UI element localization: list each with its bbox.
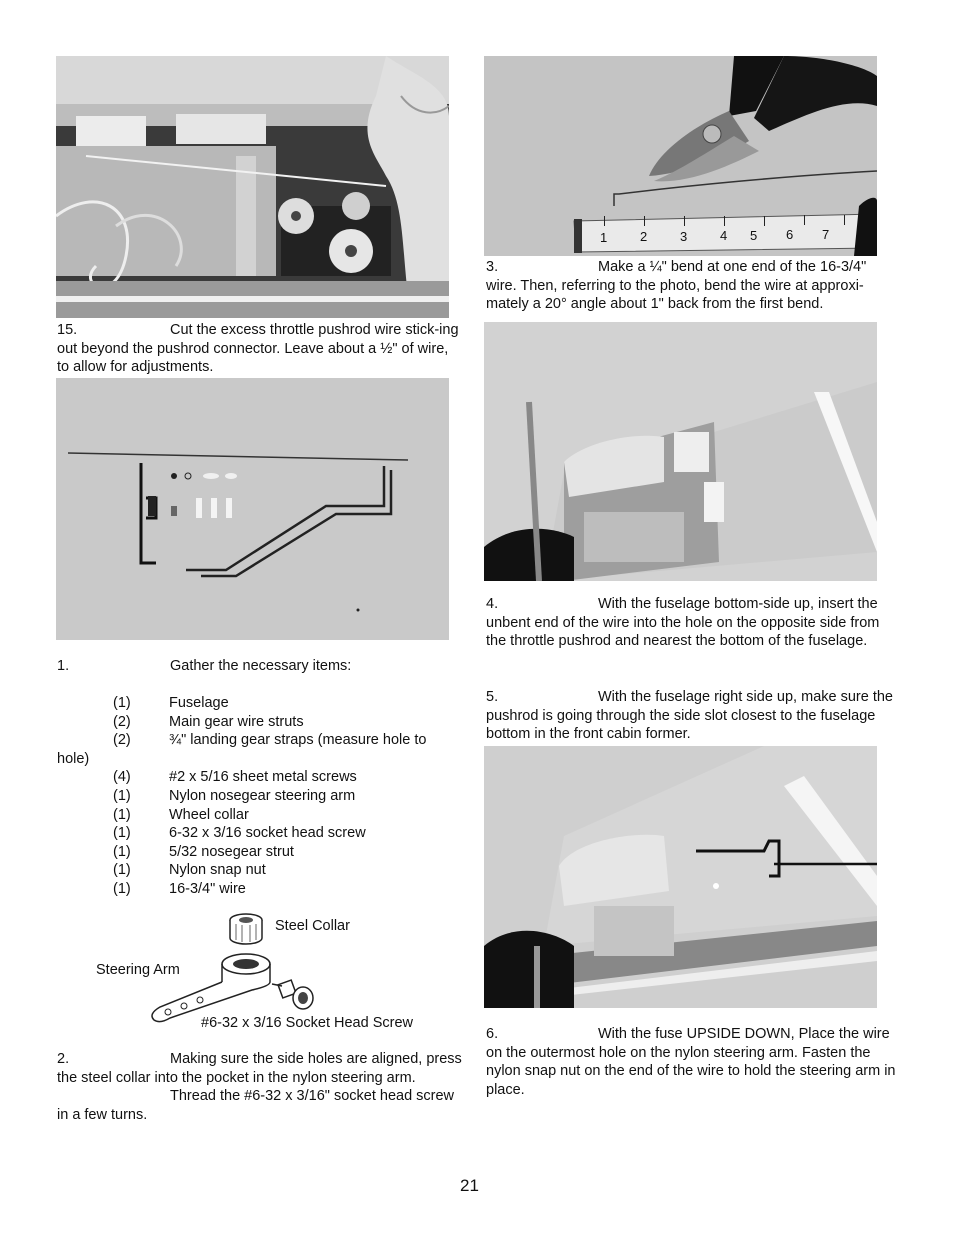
list-item: (1) 5/32 nosegear strut bbox=[113, 843, 294, 860]
ruler-number: 3 bbox=[680, 229, 688, 244]
step-2 bbox=[57, 1050, 462, 1124]
list-item: (1) Wheel collar bbox=[113, 806, 249, 823]
list-item-wrap: hole) bbox=[57, 750, 90, 767]
list-item: (4) #2 x 5/16 sheet metal screws bbox=[113, 769, 357, 786]
step-text: With the fuselage bottom-side up, insert the unbent end of the wire into the hole on the opposite side from the throttle pushrod and nearest the bottom of the fuselage. bbox=[486, 596, 880, 650]
list-item: (2) Main gear wire struts bbox=[113, 713, 304, 730]
step-text-2: Thread the #6-32 x 3/16" socket head screw in a few turns. bbox=[57, 1088, 455, 1123]
list-item: (1) Nylon nosegear steering arm bbox=[113, 787, 356, 804]
list-item: (1) Fuselage bbox=[113, 695, 229, 711]
step-1 bbox=[57, 657, 462, 676]
parts-list bbox=[57, 694, 457, 899]
step-number: 5. bbox=[486, 689, 499, 705]
photo-parts-layout bbox=[56, 378, 449, 640]
step-number: 6. bbox=[486, 1026, 499, 1042]
step-text: Cut the excess throttle pushrod wire stick-ing out beyond the pushrod connector. Leave about a ½" of wire, to allow for adjustments. bbox=[57, 322, 459, 376]
step-number: 2. bbox=[57, 1051, 70, 1067]
step-text: With the fuse UPSIDE DOWN, Place the wire on the outermost hole on the nylon steering arm. Fasten the nylon snap nut on the end of the wire to hold the steering arm in place. bbox=[486, 1026, 896, 1098]
ruler-number: 5 bbox=[750, 228, 758, 243]
ruler-number: 7 bbox=[822, 227, 830, 242]
step-5 bbox=[486, 688, 898, 744]
step-number: 15. bbox=[57, 322, 78, 338]
step-15 bbox=[57, 321, 462, 377]
photo-throttle-pushrod bbox=[56, 56, 449, 318]
ruler-number: 6 bbox=[786, 227, 794, 242]
ruler-number: 4 bbox=[720, 228, 728, 243]
step-text: With the fuselage right side up, make sure the pushrod is going through the side slot closest to the fuselage bottom in the front cabin former. bbox=[486, 689, 893, 743]
photo-pliers-tape-measure bbox=[484, 56, 877, 256]
step-number: 1. bbox=[57, 658, 70, 674]
step-text: Making sure the side holes are aligned, press the steel collar into the pocket in the nylon steering arm. bbox=[57, 1051, 462, 1086]
photo-fuselage-right-side-up bbox=[484, 746, 877, 1008]
list-item: (1) 6-32 x 3/16 socket head screw bbox=[113, 825, 366, 842]
ruler-number: 1 bbox=[600, 230, 608, 245]
list-item: (2) ¾" landing gear straps (measure hole to bbox=[113, 732, 427, 749]
step-6 bbox=[486, 1025, 898, 1099]
page-number: 21 bbox=[460, 1176, 479, 1195]
list-item: (1) 16-3/4" wire bbox=[113, 880, 246, 897]
step-3 bbox=[486, 258, 898, 314]
step-text: Gather the necessary items: bbox=[170, 658, 352, 674]
step-number: 3. bbox=[486, 259, 499, 275]
label-socket-head-screw: #6-32 x 3/16 Socket Head Screw bbox=[201, 1015, 413, 1031]
step-4 bbox=[486, 595, 886, 651]
label-steering-arm: Steering Arm bbox=[96, 962, 180, 978]
step-number: 4. bbox=[486, 596, 499, 612]
step-text: Make a ¼" bend at one end of the 16-3/4" wire. Then, referring to the photo, bend the wire at approxi-mately a 20° angle about 1" back from the first bend. bbox=[486, 259, 867, 313]
list-item: (1) Nylon snap nut bbox=[113, 862, 266, 879]
ruler-number: 2 bbox=[640, 229, 648, 244]
photo-fuselage-bottom-up bbox=[484, 322, 877, 581]
label-steel-collar: Steel Collar bbox=[275, 918, 350, 934]
